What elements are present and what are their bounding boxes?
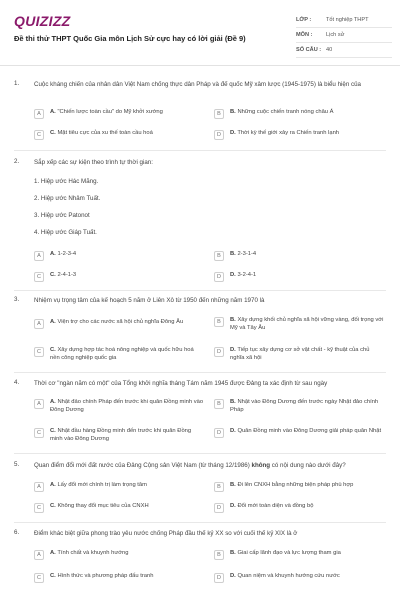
option-letter-box: D — [214, 428, 224, 438]
question-divider — [14, 522, 386, 523]
option-label: A. — [50, 399, 56, 405]
option-text: Viện trợ cho các nước xã hội chủ nghĩa Đông Âu — [57, 319, 184, 325]
option-letter-box: A — [34, 109, 44, 119]
option-label: B. — [230, 251, 236, 257]
option-letter-box: A — [34, 251, 44, 261]
option-letter-box: D — [214, 503, 224, 513]
option-label: A. — [50, 319, 56, 325]
option-label: C. — [50, 347, 56, 353]
option-letter-box: B — [214, 251, 224, 261]
option-letter-box: D — [214, 130, 224, 140]
question-number: 3. — [14, 296, 20, 303]
option-c[interactable] — [34, 271, 204, 287]
option-text: Quân Đồng minh vào Đông Dương giải pháp quân Nhật — [237, 428, 382, 434]
question-5 — [14, 461, 386, 475]
option-text: Tiếp tục xây dựng cơ sở vật chất - kỹ thuật của chủ nghĩa xã hội — [230, 347, 370, 361]
option-label: D. — [230, 428, 236, 434]
option-text: Mặt tiêu cực của xu thế toàn cầu hoá — [57, 130, 153, 136]
option-b[interactable] — [214, 250, 384, 266]
option-text: Tính chất và khuynh hướng — [57, 550, 129, 556]
question-divider — [14, 290, 386, 291]
meta-value: Lịch sử — [326, 32, 345, 38]
option-text: Đổi mới toàn diện và đồng bộ — [237, 503, 314, 509]
option-a[interactable] — [34, 398, 204, 414]
option-b[interactable] — [214, 481, 384, 497]
question-4 — [14, 379, 386, 393]
question-divider — [14, 453, 386, 454]
option-letter-box: B — [214, 399, 224, 409]
question-number: 4. — [14, 379, 20, 386]
question-text: Sắp xếp các sự kiện theo trình tự thời gian: — [34, 159, 153, 166]
option-letter-box: A — [34, 399, 44, 409]
option-label: D. — [230, 347, 236, 353]
sequence-item: 2. Hiệp ước Nhâm Tuất. — [34, 195, 101, 202]
sequence-item: 1. Hiệp ước Hác Măng. — [34, 178, 99, 185]
question-text: Quan điểm đổi mới đất nước của Đảng Cộng sản Việt Nam (từ tháng 12/1986) không có nội dung nào dưới đây? — [34, 462, 346, 469]
option-letter-box: A — [34, 550, 44, 560]
option-text: Thời kỳ thế giới xảy ra Chiến tranh lạnh — [237, 130, 340, 136]
question-divider — [14, 372, 386, 373]
question-number: 6. — [14, 529, 20, 536]
option-label: C. — [50, 428, 56, 434]
worksheet-title: Đề thi thử THPT Quốc Gia môn Lịch Sử cực hay có lời giải (Đề 9) — [14, 34, 246, 43]
option-letter-box: B — [214, 550, 224, 560]
option-letter-box: C — [34, 130, 44, 140]
option-d[interactable] — [214, 346, 384, 362]
option-label: A. — [50, 550, 56, 556]
option-b[interactable] — [214, 316, 384, 332]
question-number: 1. — [14, 80, 20, 87]
option-text: Xây dựng khối chủ nghĩa xã hội vững vàng, đối trọng với Mỹ và Tây Âu — [230, 317, 384, 331]
option-text: Đi lên CNXH bằng những biện pháp phù hợp — [237, 482, 354, 488]
option-label: A. — [50, 482, 56, 488]
option-text: Những cuộc chiến tranh nóng châu Á — [237, 109, 334, 115]
option-text: Giai cấp lãnh đạo và lực lượng tham gia — [237, 550, 341, 556]
option-label: B. — [230, 482, 236, 488]
question-text: Thời cơ "ngàn năm có một" của Tổng khởi nghĩa tháng Tám năm 1945 được Đảng ta xác định từ sau ngày — [34, 380, 328, 387]
option-label: D. — [230, 130, 236, 136]
option-c[interactable] — [34, 346, 204, 362]
option-letter-box: C — [34, 573, 44, 583]
option-text: 1-2-3-4 — [57, 251, 77, 257]
option-letter-box: C — [34, 272, 44, 282]
option-letter-box: C — [34, 503, 44, 513]
option-text: 2-4-1-3 — [57, 272, 77, 278]
option-d[interactable] — [214, 271, 384, 287]
option-letter-box: D — [214, 573, 224, 583]
option-text: Nhật vào Đông Dương đến trước ngày Nhật đảo chính Pháp — [230, 399, 379, 413]
option-d[interactable] — [214, 572, 384, 588]
sequence-item: 4. Hiệp ước Giáp Tuất. — [34, 229, 97, 236]
option-b[interactable] — [214, 108, 384, 124]
question-2 — [14, 158, 386, 178]
option-a[interactable] — [34, 250, 204, 266]
option-label: B. — [230, 550, 236, 556]
question-text: Điểm khác biệt giữa phong trào yêu nước chống Pháp đầu thế kỷ XX so với cuối thế kỷ XIX là ở — [34, 530, 298, 537]
option-a[interactable] — [34, 108, 204, 124]
option-label: D. — [230, 272, 236, 278]
option-label: B. — [230, 317, 236, 323]
option-b[interactable] — [214, 398, 384, 414]
option-label: D. — [230, 503, 236, 509]
option-text: 3-2-4-1 — [237, 272, 257, 278]
worksheet-meta — [296, 13, 392, 58]
option-letter-box: B — [214, 482, 224, 492]
question-3 — [14, 296, 386, 310]
option-text: Lấy đổi mới chính trị làm trọng tâm — [57, 482, 147, 488]
option-b[interactable] — [214, 549, 384, 565]
option-text: Hình thức và phương pháp đấu tranh — [57, 573, 154, 579]
meta-row-class — [296, 13, 392, 28]
meta-value: Tốt nghiệp THPT — [326, 17, 369, 23]
sequence-item: 3. Hiệp ước Patonot — [34, 212, 90, 219]
option-text: "Chiến lược toàn cầu" do Mỹ khởi xướng — [57, 109, 163, 115]
option-c[interactable] — [34, 427, 204, 443]
option-label: C. — [50, 130, 56, 136]
option-label: D. — [230, 573, 236, 579]
option-label: B. — [230, 109, 236, 115]
option-d[interactable] — [214, 427, 384, 443]
option-label: A. — [50, 251, 56, 257]
option-label: C. — [50, 573, 56, 579]
option-label: C. — [50, 503, 56, 509]
option-label: C. — [50, 272, 56, 278]
meta-row-subject — [296, 28, 392, 43]
meta-key: MÔN : — [296, 32, 313, 38]
option-label: A. — [50, 109, 56, 115]
option-letter-box: A — [34, 482, 44, 492]
option-d[interactable] — [214, 502, 384, 518]
meta-key: LỚP : — [296, 17, 312, 23]
option-text: Nhật đảo chính Pháp đến trước khi quân Đồng minh vào Đông Dương — [50, 399, 204, 413]
option-letter-box: A — [34, 319, 44, 329]
option-text: 2-3-1-4 — [237, 251, 257, 257]
question-text: Cuộc kháng chiến của nhân dân Việt Nam chống thực dân Pháp và đế quốc Mỹ xâm lược (1945-1975) là biểu hiện của — [34, 81, 361, 88]
option-label: B. — [230, 399, 236, 405]
option-text: Nhật đầu hàng Đồng minh đến trước khi quân Đồng minh vào Đông Dương — [50, 428, 192, 442]
option-letter-box: C — [34, 428, 44, 438]
question-6 — [14, 529, 386, 543]
question-divider — [14, 150, 386, 151]
option-a[interactable] — [34, 318, 204, 334]
question-number: 2. — [14, 158, 20, 165]
meta-value: 40 — [326, 47, 333, 53]
option-letter-box: B — [214, 109, 224, 119]
option-a[interactable] — [34, 481, 204, 497]
option-text: Quan niệm và khuynh hướng cứu nước — [237, 573, 340, 579]
option-c[interactable] — [34, 572, 204, 588]
worksheet-header — [0, 0, 400, 66]
meta-row-count — [296, 43, 392, 58]
meta-key: SỐ CÂU : — [296, 47, 322, 53]
option-letter-box: D — [214, 272, 224, 282]
option-c[interactable] — [34, 129, 204, 145]
option-letter-box: D — [214, 347, 224, 357]
question-number: 5. — [14, 461, 20, 468]
option-a[interactable] — [34, 549, 204, 565]
option-text: Xây dựng hợp tác hoá nông nghiệp và quốc hữu hoá nền công nghiệp quốc gia — [50, 347, 194, 361]
option-c[interactable] — [34, 502, 204, 518]
option-letter-box: C — [34, 347, 44, 357]
option-text: Không thay đổi mục tiêu của CNXH — [57, 503, 149, 509]
question-text: Nhiệm vụ trọng tâm của kế hoạch 5 năm ở Liên Xô từ 1950 đến những năm 1970 là — [34, 297, 265, 304]
option-d[interactable] — [214, 129, 384, 145]
quizizz-logo: QUIZIZZ — [14, 13, 71, 29]
option-letter-box: B — [214, 317, 224, 327]
